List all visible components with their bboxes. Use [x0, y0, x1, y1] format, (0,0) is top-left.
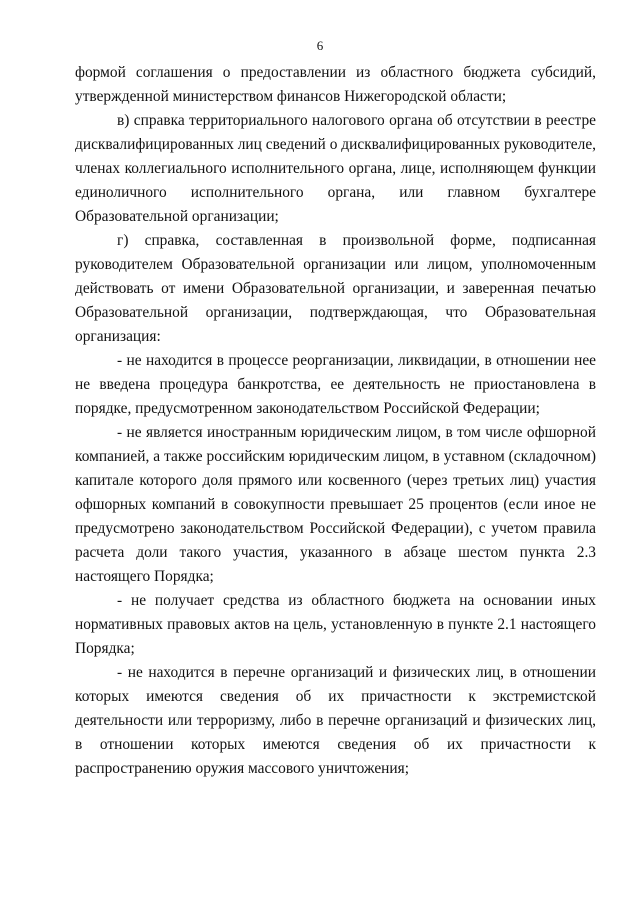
paragraph-item-g: г) справка, составленная в произвольной форме, подписанная руководителем Образовательной организации или лицом, уполномоченным действовать от имени Образовательной организации, и заверенная печатью Образовательной организации, подтверждающая, что Образовательная организация: [75, 232, 596, 345]
paragraph-bullet-budget-funds: - не получает средства из областного бюджета на основании иных нормативных правовых актов на цель, установленную в пункте 2.1 настоящего Порядка; [75, 592, 596, 657]
paragraph-item-v: в) справка территориального налогового органа об отсутствии в реестре дисквалифицированных лиц сведений о дисквалифицированных руководителе, членах коллегиального исполнительного органа, лице, исполняющем функции единоличного исполнительного органа, или главном бухгалтере Образовательной организации; [75, 112, 596, 225]
paragraph-bullet-extremism-list: - не находится в перечне организаций и физических лиц, в отношении которых имеются сведения об их причастности к экстремистской деятельности или терроризму, либо в перечне организаций и физических лиц, в отношении которых имеются сведения об их причастности к распространению оружия массового уничтожения; [75, 664, 596, 777]
paragraph-bullet-reorganization: - не находится в процессе реорганизации, ликвидации, в отношении нее не введена процедура банкротства, ее деятельность не приостановлена в порядке, предусмотренном законодательством Российской Федерации; [75, 352, 596, 417]
paragraph-bullet-foreign-entity: - не является иностранным юридическим лицом, в том числе офшорной компанией, а также российским юридическим лицом, в уставном (складочном) капитале которого доля прямого или косвенного (через третьих лиц) участия офшорных компаний в совокупности превышает 25 процентов (если иное не предусмотрено законодательством Российской Федерации), с учетом правила расчета доли такого участия, указанного в абзаце шестом пункта 2.3 настоящего Порядка; [75, 424, 596, 585]
body-text [75, 61, 596, 781]
paragraph-continuation: формой соглашения о предоставлении из областного бюджета субсидий, утвержденной министерством финансов Нижегородской области; [75, 64, 596, 105]
page-number: 6 [316, 38, 324, 53]
